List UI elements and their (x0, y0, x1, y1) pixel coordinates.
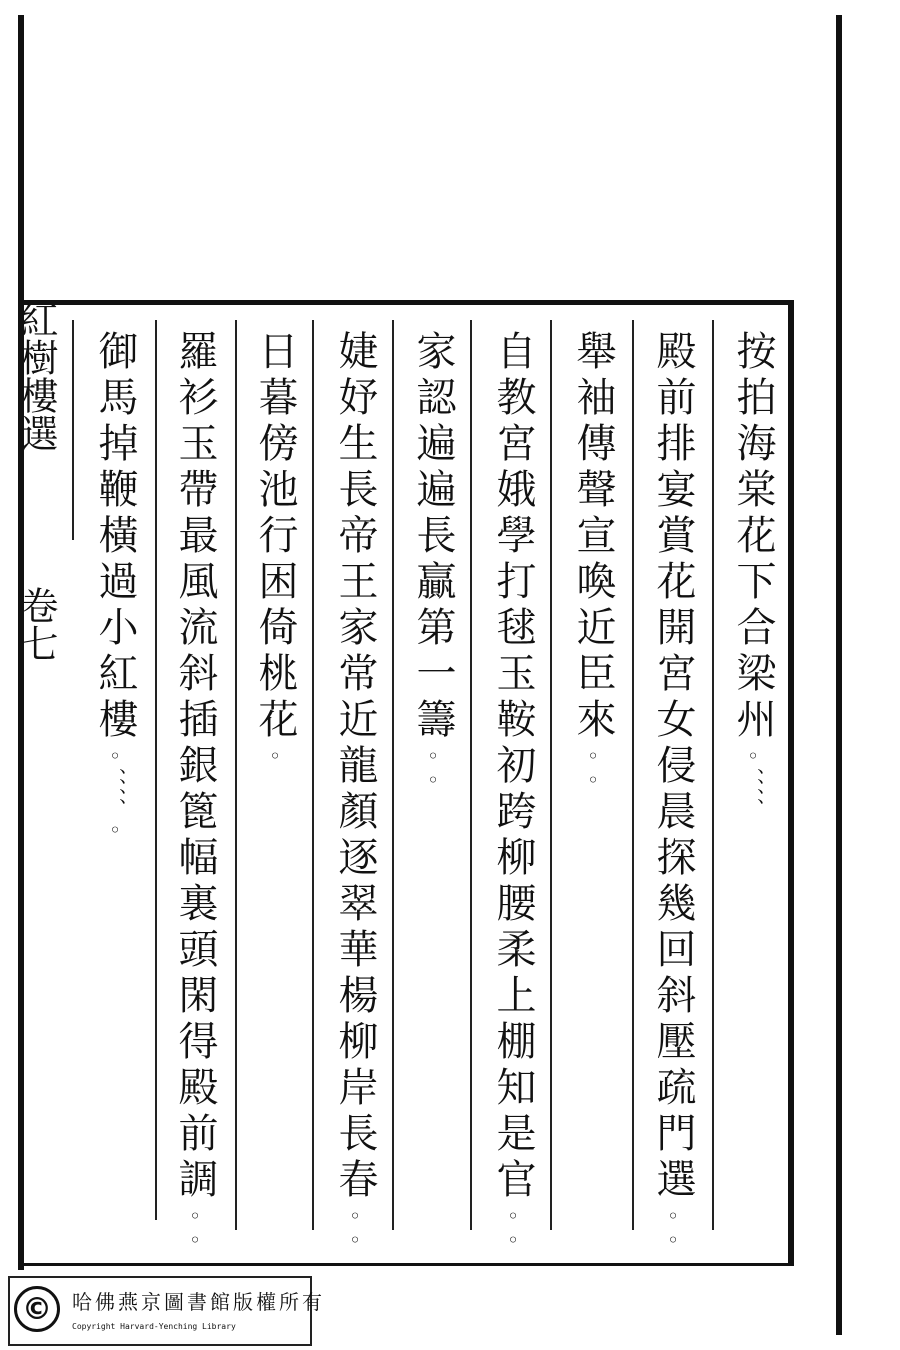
poem-column-5 (408, 330, 458, 792)
poem-column-7 (250, 330, 300, 768)
column-separator (550, 320, 552, 1230)
poem-column-9 (90, 330, 140, 842)
juan-number-margin: 卷七 (14, 586, 58, 662)
punctuation-marks: ◦◦ (183, 1204, 207, 1252)
column-text: 舉袖傳聲宣喚近臣來 (570, 330, 616, 744)
column-separator (392, 320, 394, 1230)
column-separator (312, 320, 314, 1230)
column-text: 御馬掉鞭橫過小紅樓 (92, 330, 138, 744)
column-text: 家認遍遍長贏第一籌 (410, 330, 456, 744)
punctuation-marks: ◦◦ (421, 744, 445, 792)
punctuation-marks: ◦◦ (661, 1204, 685, 1252)
column-text: 自教宮娥學打毬玉鞍初跨柳腰柔上棚知是官 (490, 330, 536, 1204)
punctuation-marks: ◦◦ (581, 744, 605, 792)
column-separator (712, 320, 714, 1230)
column-separator (72, 320, 74, 540)
column-text: 按拍海棠花下合梁州 (730, 330, 776, 744)
column-separator (632, 320, 634, 1230)
poem-column-6 (330, 330, 380, 1252)
column-text: 婕妤生長帝王家常近龍顏逐翠華楊柳岸長春 (332, 330, 378, 1204)
punctuation-marks: ◦◦ (343, 1204, 367, 1252)
poem-column-4 (488, 330, 538, 1252)
punctuation-marks: ◦◦ (501, 1204, 525, 1252)
copyright-chinese: 哈佛燕京圖書館版權所有 (72, 1290, 325, 1314)
column-separator (235, 320, 237, 1230)
column-text: 日暮傍池行困倚桃花 (252, 330, 298, 744)
copyright-icon: © (14, 1286, 60, 1332)
punctuation-marks: ◦、、、、 (741, 744, 765, 818)
column-separator (470, 320, 472, 1230)
book-title-margin: 紅樹樓選 (14, 300, 58, 452)
column-text: 羅衫玉帶最風流斜插銀篦幅裏頭閑得殿前調 (172, 330, 218, 1204)
poem-column-3 (568, 330, 618, 792)
punctuation-marks: ◦、、、、◦ (103, 744, 127, 842)
poem-column-8 (170, 330, 220, 1252)
column-separator (155, 320, 157, 1220)
poem-column-2 (648, 330, 698, 1252)
poem-column-1 (728, 330, 778, 818)
right-border-rule (836, 15, 842, 1335)
punctuation-marks: ◦ (263, 744, 287, 768)
copyright-stamp (8, 1276, 325, 1346)
copyright-english: Copyright Harvard-Yenching Library (72, 1322, 236, 1331)
column-text: 殿前排宴賞花開宮女侵晨探幾回斜壓疏門選 (650, 330, 696, 1204)
